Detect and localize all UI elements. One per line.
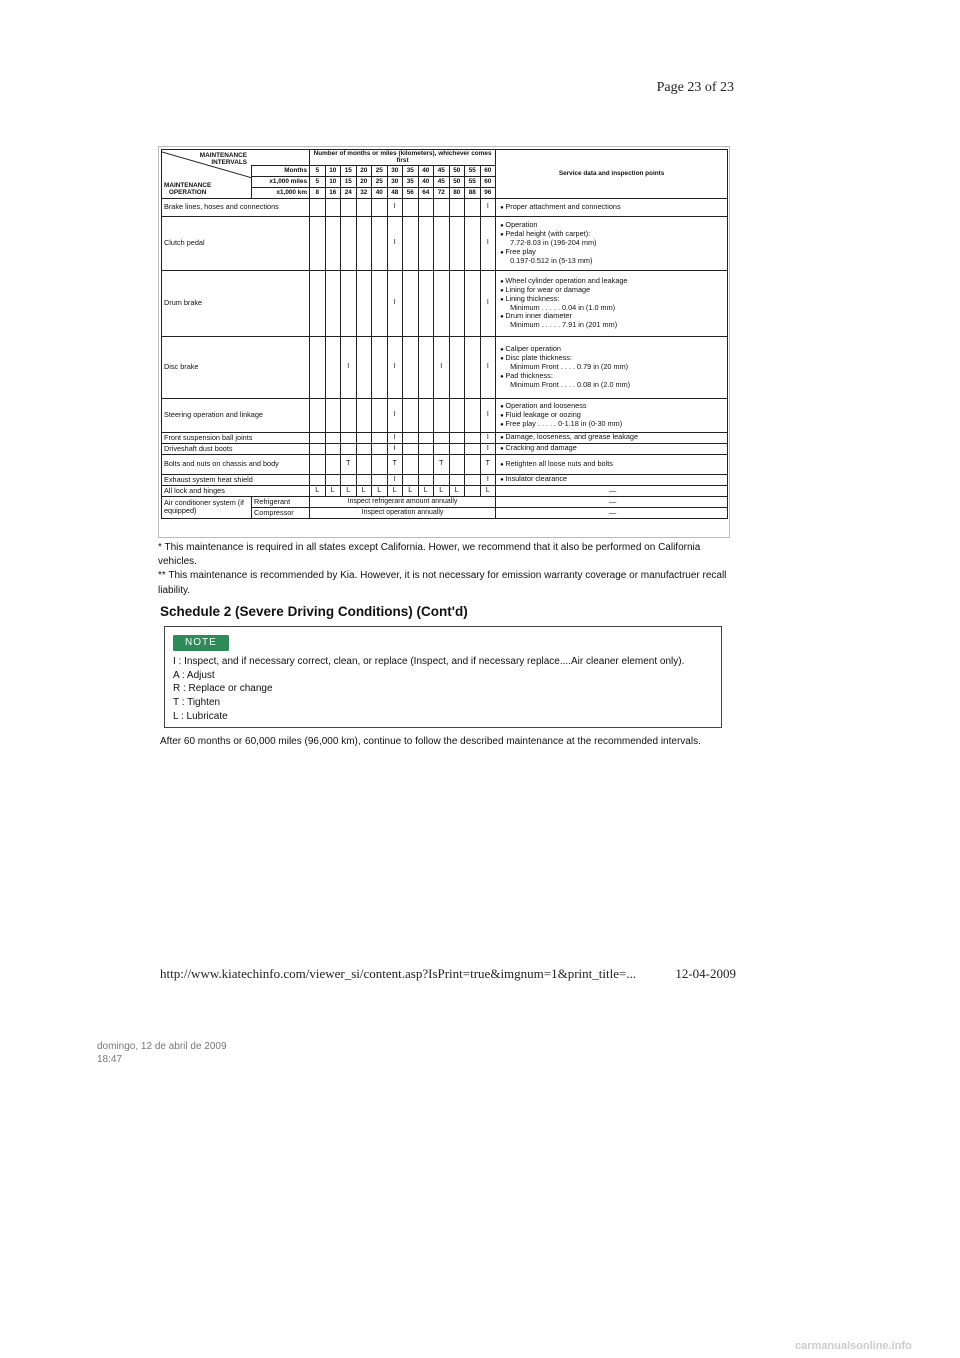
interval-mark bbox=[372, 216, 388, 270]
interval-mark bbox=[341, 270, 357, 336]
interval-mark bbox=[449, 216, 465, 270]
interval-value: 64 bbox=[418, 187, 434, 198]
interval-mark bbox=[434, 216, 450, 270]
interval-mark bbox=[449, 443, 465, 454]
service-point: — bbox=[608, 485, 617, 495]
interval-mark bbox=[372, 454, 388, 474]
interval-mark bbox=[325, 270, 341, 336]
interval-mark: L bbox=[387, 485, 403, 496]
table-row bbox=[162, 485, 728, 496]
interval-mark bbox=[356, 432, 372, 443]
interval-mark: T bbox=[434, 454, 450, 474]
note-box bbox=[164, 626, 722, 728]
interval-mark bbox=[465, 485, 481, 496]
table-row bbox=[162, 270, 728, 336]
interval-value: 50 bbox=[449, 165, 465, 176]
interval-value: 10 bbox=[325, 176, 341, 187]
interval-mark: L bbox=[372, 485, 388, 496]
interval-value: 8 bbox=[310, 187, 326, 198]
service-point: Minimum Front . . . . 0.79 in (20 mm) bbox=[510, 362, 629, 372]
interval-mark bbox=[310, 198, 326, 216]
table-row bbox=[162, 443, 728, 454]
service-point: Minimum . . . . . 0.04 in (1.0 mm) bbox=[510, 302, 616, 312]
interval-mark bbox=[418, 270, 434, 336]
interval-mark bbox=[356, 454, 372, 474]
timestamp-stamp bbox=[97, 1040, 227, 1066]
ac-sub-text: Inspect operation annually bbox=[310, 507, 496, 518]
interval-mark bbox=[310, 432, 326, 443]
interval-value: 55 bbox=[465, 165, 481, 176]
interval-mark bbox=[418, 398, 434, 432]
interval-mark bbox=[310, 454, 326, 474]
note-line-replace: R : Replace or change bbox=[173, 683, 273, 695]
interval-mark bbox=[434, 270, 450, 336]
service-points bbox=[496, 336, 728, 398]
interval-value: 30 bbox=[387, 176, 403, 187]
interval-mark: I bbox=[480, 270, 496, 336]
interval-mark bbox=[310, 398, 326, 432]
interval-mark bbox=[310, 443, 326, 454]
note-line-tighten: T : Tighten bbox=[173, 697, 221, 709]
interval-mark bbox=[465, 443, 481, 454]
interval-mark: I bbox=[387, 443, 403, 454]
interval-mark bbox=[465, 198, 481, 216]
service-point: ● Pedal height (with carpet): bbox=[500, 230, 725, 239]
interval-mark bbox=[449, 198, 465, 216]
interval-mark: L bbox=[449, 485, 465, 496]
service-points bbox=[496, 198, 728, 216]
interval-mark bbox=[465, 336, 481, 398]
interval-mark bbox=[465, 398, 481, 432]
header-row bbox=[162, 150, 728, 166]
operation-name: Air conditioner system (if equipped) bbox=[162, 496, 252, 518]
interval-value: 56 bbox=[403, 187, 419, 198]
header-blank bbox=[252, 150, 310, 166]
header-corner bbox=[162, 150, 252, 199]
interval-mark bbox=[356, 336, 372, 398]
interval-value: 40 bbox=[418, 165, 434, 176]
service-point: ● Proper attachment and connections bbox=[500, 203, 725, 212]
schedule-table bbox=[161, 149, 728, 519]
operation-name: Drum brake bbox=[162, 270, 310, 336]
operation-name: Driveshaft dust boots bbox=[162, 443, 310, 454]
service-point: ● Wheel cylinder operation and leakage bbox=[500, 277, 725, 286]
note-line-lubricate: L : Lubricate bbox=[173, 710, 228, 722]
interval-value: 60 bbox=[480, 165, 496, 176]
interval-mark bbox=[403, 398, 419, 432]
interval-value: 32 bbox=[356, 187, 372, 198]
service-point: Minimum . . . . . 7.91 in (201 mm) bbox=[510, 320, 618, 329]
interval-mark: I bbox=[387, 432, 403, 443]
interval-mark bbox=[449, 270, 465, 336]
service-point: ● Fluid leakage or oozing bbox=[500, 411, 725, 420]
interval-mark bbox=[325, 474, 341, 485]
service-point: ● Caliper operation bbox=[500, 345, 725, 354]
table-row bbox=[162, 432, 728, 443]
service-point: ● Pad thickness: bbox=[500, 372, 725, 381]
interval-mark bbox=[325, 198, 341, 216]
interval-mark bbox=[372, 474, 388, 485]
interval-mark bbox=[310, 336, 326, 398]
interval-mark bbox=[356, 443, 372, 454]
interval-mark bbox=[403, 454, 419, 474]
service-points: — bbox=[496, 496, 728, 507]
interval-value: 50 bbox=[449, 176, 465, 187]
interval-mark: I bbox=[341, 336, 357, 398]
interval-mark bbox=[341, 474, 357, 485]
ac-sub-label: Refrigerant bbox=[252, 496, 310, 507]
interval-mark bbox=[372, 270, 388, 336]
interval-mark bbox=[418, 216, 434, 270]
interval-mark: I bbox=[387, 336, 403, 398]
table-row bbox=[162, 336, 728, 398]
interval-mark bbox=[434, 432, 450, 443]
service-points bbox=[496, 270, 728, 336]
interval-mark bbox=[434, 474, 450, 485]
operation-name: Clutch pedal bbox=[162, 216, 310, 270]
interval-mark bbox=[403, 198, 419, 216]
service-point: 0.197-0.512 in (5-13 mm) bbox=[510, 255, 593, 265]
interval-mark bbox=[403, 216, 419, 270]
operation-name: Brake lines, hoses and connections bbox=[162, 198, 310, 216]
service-points bbox=[496, 443, 728, 454]
interval-mark bbox=[372, 443, 388, 454]
interval-mark bbox=[465, 454, 481, 474]
service-point: ● Retighten all loose nuts and bolts bbox=[500, 460, 725, 469]
service-header: Service data and inspection points bbox=[496, 150, 728, 199]
interval-value: 20 bbox=[356, 176, 372, 187]
interval-mark: I bbox=[480, 474, 496, 485]
service-point: Minimum Front . . . . 0.08 in (2.0 mm) bbox=[510, 379, 631, 389]
interval-mark: I bbox=[480, 443, 496, 454]
interval-value: 40 bbox=[418, 176, 434, 187]
interval-mark bbox=[372, 398, 388, 432]
table-row bbox=[162, 198, 728, 216]
interval-value: 96 bbox=[480, 187, 496, 198]
interval-mark bbox=[372, 336, 388, 398]
table-row bbox=[162, 398, 728, 432]
interval-header: Number of months or miles (kilometers), whichever comes first bbox=[310, 150, 496, 166]
interval-mark bbox=[356, 216, 372, 270]
interval-value: 15 bbox=[341, 165, 357, 176]
interval-mark: I bbox=[480, 432, 496, 443]
interval-mark bbox=[403, 432, 419, 443]
interval-mark bbox=[325, 398, 341, 432]
service-points bbox=[496, 454, 728, 474]
operation-name: Front suspension ball joints bbox=[162, 432, 310, 443]
service-points: — bbox=[496, 507, 728, 518]
interval-mark: T bbox=[341, 454, 357, 474]
interval-mark: I bbox=[480, 336, 496, 398]
interval-value: 16 bbox=[325, 187, 341, 198]
interval-value: 30 bbox=[387, 165, 403, 176]
footer-date: 12-04-2009 bbox=[675, 966, 736, 981]
interval-value: 24 bbox=[341, 187, 357, 198]
service-points bbox=[496, 474, 728, 485]
interval-mark bbox=[449, 336, 465, 398]
operation-name: Bolts and nuts on chassis and body bbox=[162, 454, 310, 474]
service-point: ● Operation bbox=[500, 221, 725, 230]
operation-name: Exhaust system heat shield bbox=[162, 474, 310, 485]
watermark: carmanualsonline.info bbox=[795, 1340, 912, 1352]
service-points bbox=[496, 432, 728, 443]
service-point: ● Insulator clearance bbox=[500, 475, 725, 484]
interval-mark bbox=[434, 398, 450, 432]
interval-mark: I bbox=[480, 216, 496, 270]
interval-mark bbox=[434, 198, 450, 216]
interval-value: 45 bbox=[434, 165, 450, 176]
interval-mark bbox=[418, 454, 434, 474]
interval-mark bbox=[403, 336, 419, 398]
service-point: ● Disc plate thickness: bbox=[500, 354, 725, 363]
interval-mark bbox=[418, 198, 434, 216]
table-row bbox=[162, 454, 728, 474]
interval-value: 25 bbox=[372, 176, 388, 187]
footnote-1: * This maintenance is required in all states except California. Hower, we recommend that it also be performed on California vehicles. bbox=[158, 542, 701, 568]
interval-mark bbox=[372, 432, 388, 443]
interval-mark bbox=[310, 270, 326, 336]
table-row bbox=[162, 216, 728, 270]
interval-mark bbox=[465, 270, 481, 336]
interval-value: 5 bbox=[310, 165, 326, 176]
interval-mark bbox=[325, 454, 341, 474]
interval-value: 25 bbox=[372, 165, 388, 176]
interval-mark bbox=[341, 443, 357, 454]
interval-mark bbox=[325, 443, 341, 454]
interval-mark: L bbox=[418, 485, 434, 496]
service-point: ● Damage, looseness, and grease leakage bbox=[500, 433, 725, 442]
footer-url[interactable]: http://www.kiatechinfo.com/viewer_si/content.asp?IsPrint=true&imgnum=1&print_title=... bbox=[160, 966, 637, 981]
interval-mark: I bbox=[387, 398, 403, 432]
scale-label: x1,000 km bbox=[252, 187, 310, 198]
service-points bbox=[496, 485, 728, 496]
ac-sub-text: Inspect refrigerant amount annually bbox=[310, 496, 496, 507]
interval-mark: I bbox=[480, 198, 496, 216]
service-points bbox=[496, 216, 728, 270]
interval-value: 45 bbox=[434, 176, 450, 187]
interval-value: 72 bbox=[434, 187, 450, 198]
interval-mark bbox=[449, 474, 465, 485]
service-point: ● Operation and looseness bbox=[500, 402, 725, 411]
interval-value: 55 bbox=[465, 176, 481, 187]
scale-label: Months bbox=[252, 165, 310, 176]
interval-value: 10 bbox=[325, 165, 341, 176]
interval-mark: I bbox=[387, 216, 403, 270]
interval-mark bbox=[341, 432, 357, 443]
interval-mark bbox=[465, 216, 481, 270]
service-points bbox=[496, 398, 728, 432]
interval-mark bbox=[341, 398, 357, 432]
interval-mark: L bbox=[356, 485, 372, 496]
ac-sub-label: Compressor bbox=[252, 507, 310, 518]
footer bbox=[160, 966, 736, 982]
operation-name: Disc brake bbox=[162, 336, 310, 398]
interval-mark bbox=[465, 474, 481, 485]
service-point: ● Free play bbox=[500, 248, 725, 257]
scale-label: x1,000 miles bbox=[252, 176, 310, 187]
service-point: 7.72-8.03 in (196-204 mm) bbox=[510, 238, 597, 248]
interval-mark: L bbox=[480, 485, 496, 496]
service-point: ● Drum inner diameter bbox=[500, 312, 725, 321]
footnotes bbox=[158, 541, 738, 598]
interval-mark: I bbox=[387, 474, 403, 485]
table-row-ac bbox=[162, 496, 728, 507]
interval-mark bbox=[356, 270, 372, 336]
table-row bbox=[162, 474, 728, 485]
stamp-time: 18:47 bbox=[97, 1054, 123, 1065]
interval-mark bbox=[341, 216, 357, 270]
interval-value: 35 bbox=[403, 165, 419, 176]
after-interval-text: After 60 months or 60,000 miles (96,000 km), continue to follow the described maintenance at the recommended intervals. bbox=[160, 736, 701, 747]
interval-mark bbox=[418, 474, 434, 485]
interval-value: 60 bbox=[480, 176, 496, 187]
interval-mark bbox=[403, 270, 419, 336]
interval-mark bbox=[418, 443, 434, 454]
header-operation-label: MAINTENANCE OPERATION bbox=[164, 182, 212, 197]
interval-value: 88 bbox=[465, 187, 481, 198]
interval-mark bbox=[356, 398, 372, 432]
interval-mark: L bbox=[403, 485, 419, 496]
note-line-adjust: A : Adjust bbox=[173, 669, 215, 681]
interval-mark: I bbox=[480, 398, 496, 432]
schedule-title: Schedule 2 (Severe Driving Conditions) (Cont'd) bbox=[160, 604, 468, 619]
interval-mark: L bbox=[341, 485, 357, 496]
interval-mark bbox=[341, 198, 357, 216]
interval-mark bbox=[325, 216, 341, 270]
interval-mark bbox=[418, 336, 434, 398]
note-line-inspect: I : Inspect, and if necessary correct, clean, or replace (Inspect, and if necessary replace....Air cleaner element only). bbox=[173, 655, 685, 667]
maintenance-schedule-table bbox=[158, 146, 730, 538]
interval-mark bbox=[403, 474, 419, 485]
interval-value: 5 bbox=[310, 176, 326, 187]
interval-mark bbox=[434, 443, 450, 454]
note-badge: NOTE bbox=[173, 635, 229, 651]
interval-mark: T bbox=[480, 454, 496, 474]
interval-value: 40 bbox=[372, 187, 388, 198]
footnote-2: ** This maintenance is recommended by Kia. However, it is not necessary for emission warranty coverage or manufactruer recall liability. bbox=[158, 570, 727, 596]
interval-mark: T bbox=[387, 454, 403, 474]
interval-mark: L bbox=[434, 485, 450, 496]
interval-value: 20 bbox=[356, 165, 372, 176]
service-point: ● Lining thickness: bbox=[500, 295, 725, 304]
interval-value: 80 bbox=[449, 187, 465, 198]
interval-mark bbox=[356, 474, 372, 485]
page-number: Page 23 of 23 bbox=[656, 80, 734, 95]
service-point: ● Free play . . . . . 0-1.18 in (0-30 mm) bbox=[500, 420, 725, 429]
interval-mark bbox=[325, 336, 341, 398]
interval-mark: I bbox=[387, 270, 403, 336]
service-point: ● Lining for wear or damage bbox=[500, 286, 725, 295]
interval-mark bbox=[403, 443, 419, 454]
header-intervals-label: MAINTENANCE INTERVALS bbox=[199, 152, 247, 167]
operation-name: All lock and hinges bbox=[162, 485, 310, 496]
interval-value: 35 bbox=[403, 176, 419, 187]
interval-mark bbox=[418, 432, 434, 443]
service-point: ● Cracking and damage bbox=[500, 444, 725, 453]
interval-mark: L bbox=[325, 485, 341, 496]
interval-mark bbox=[325, 432, 341, 443]
interval-mark bbox=[310, 474, 326, 485]
interval-mark bbox=[356, 198, 372, 216]
interval-mark bbox=[465, 432, 481, 443]
interval-mark bbox=[449, 454, 465, 474]
interval-mark: I bbox=[387, 198, 403, 216]
interval-mark bbox=[310, 216, 326, 270]
stamp-date: domingo, 12 de abril de 2009 bbox=[97, 1041, 227, 1052]
operation-name: Steering operation and linkage bbox=[162, 398, 310, 432]
interval-mark: I bbox=[434, 336, 450, 398]
interval-value: 15 bbox=[341, 176, 357, 187]
interval-value: 48 bbox=[387, 187, 403, 198]
interval-mark bbox=[449, 432, 465, 443]
interval-mark: L bbox=[310, 485, 326, 496]
interval-mark bbox=[449, 398, 465, 432]
interval-mark bbox=[372, 198, 388, 216]
